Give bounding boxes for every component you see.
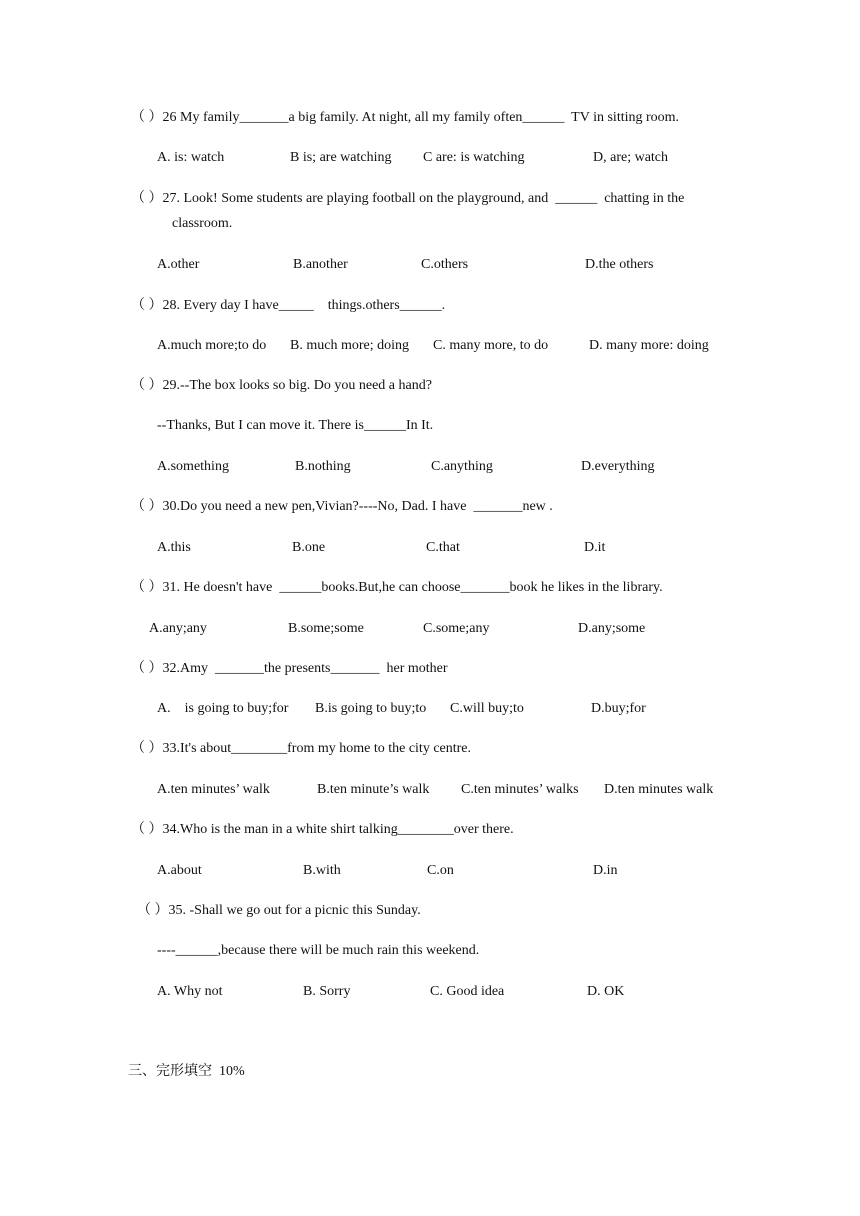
q33-option-b: B.ten minute’s walk: [317, 782, 430, 797]
question-34-stem: （ ）34.Who is the man in a white shirt talking________over there.: [131, 822, 514, 837]
question-33-stem: （ ）33.It's about________from my home to the city centre.: [131, 741, 472, 756]
q28-option-b: B. much more; doing: [290, 338, 409, 353]
q32-option-a: A. is going to buy;for: [157, 701, 289, 716]
question-30-stem: （ ）30.Do you need a new pen,Vivian?----No, Dad. I have _______new .: [131, 499, 553, 514]
q34-option-d: D.in: [593, 863, 618, 878]
q32-option-b: B.is going to buy;to: [315, 701, 427, 716]
q32-option-c: C.will buy;to: [450, 701, 524, 716]
q35-option-a: A. Why not: [157, 984, 223, 999]
question-32-stem: （ ）32.Amy _______the presents_______ her mother: [131, 661, 448, 676]
q31-option-a: A.any;any: [149, 621, 207, 636]
q30-option-c: C.that: [426, 540, 460, 555]
q34-option-c: C.on: [427, 863, 454, 878]
q29-option-b: B.nothing: [295, 459, 351, 474]
q28-option-a: A.much more;to do: [157, 338, 267, 353]
q33-option-c: C.ten minutes’ walks: [461, 782, 579, 797]
q27-option-b: B.another: [293, 257, 348, 272]
question-27-stem: （ ）27. Look! Some students are playing football on the playground, and ______ chatting in the: [131, 191, 685, 206]
question-26-stem: （ ）26 My family_______a big family. At night, all my family often______ TV in sitting room.: [131, 110, 680, 125]
question-28-stem: （ ）28. Every day I have_____ things.others______.: [131, 298, 446, 313]
section-heading-cloze: 三、完形填空 10%: [128, 1064, 245, 1079]
q33-option-a: A.ten minutes’ walk: [157, 782, 270, 797]
q30-option-a: A.this: [157, 540, 191, 555]
q34-option-a: A.about: [157, 863, 202, 878]
question-35-reply: ----______,because there will be much rain this weekend.: [157, 943, 480, 958]
q34-option-b: B.with: [303, 863, 341, 878]
q31-option-b: B.some;some: [288, 621, 364, 636]
q35-option-b: B. Sorry: [303, 984, 351, 999]
question-31-stem: （ ）31. He doesn't have ______books.But,he can choose_______book he likes in the library.: [131, 580, 663, 595]
q26-option-b: B is; are watching: [290, 150, 392, 165]
q26-option-d: D, are; watch: [593, 150, 669, 165]
q31-option-c: C.some;any: [423, 621, 490, 636]
q31-option-d: D.any;some: [578, 621, 646, 636]
question-35-stem: （ ）35. -Shall we go out for a picnic this Sunday.: [137, 903, 421, 918]
q29-option-c: C.anything: [431, 459, 493, 474]
q27-option-a: A.other: [157, 257, 200, 272]
q29-option-a: A.something: [157, 459, 229, 474]
question-29-reply: --Thanks, But I can move it. There is______In It.: [157, 418, 434, 433]
q29-option-d: D.everything: [581, 459, 655, 474]
q35-option-c: C. Good idea: [430, 984, 505, 999]
q27-option-d: D.the others: [585, 257, 654, 272]
q28-option-c: C. many more, to do: [433, 338, 549, 353]
question-29-stem: （ ）29.--The box looks so big. Do you need a hand?: [131, 378, 432, 393]
q28-option-d: D. many more: doing: [589, 338, 709, 353]
q30-option-b: B.one: [292, 540, 326, 555]
q26-option-c: C are: is watching: [423, 150, 525, 165]
q33-option-d: D.ten minutes walk: [604, 782, 714, 797]
q30-option-d: D.it: [584, 540, 606, 555]
q27-option-c: C.others: [421, 257, 469, 272]
q32-option-d: D.buy;for: [591, 701, 646, 716]
q26-option-a: A. is: watch: [157, 150, 225, 165]
question-27-stem-continued: classroom.: [172, 216, 233, 231]
q35-option-d: D. OK: [587, 984, 625, 999]
